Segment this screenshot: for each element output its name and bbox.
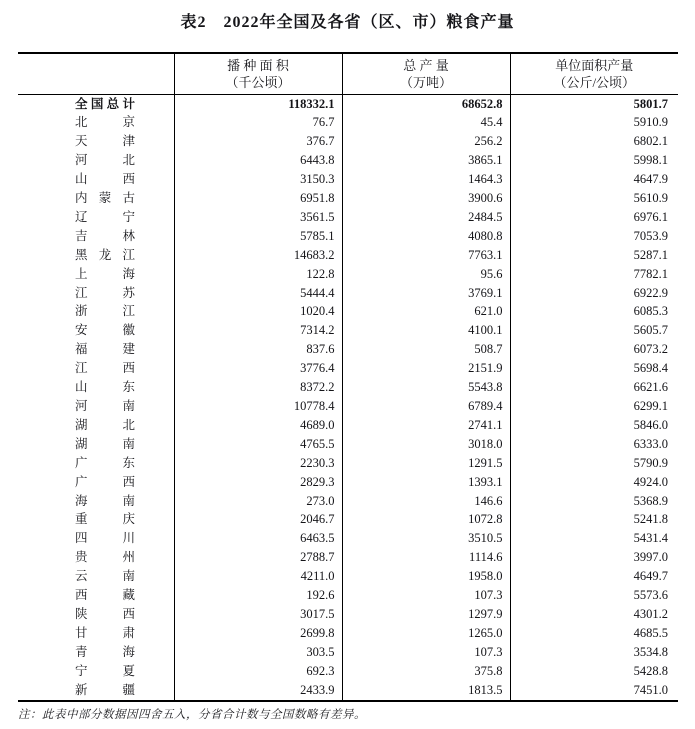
yield-value: 7782.1: [510, 265, 678, 284]
table-row: [18, 624, 678, 643]
total-output-value: 146.6: [342, 492, 510, 511]
region-name: 江西: [75, 361, 135, 376]
yield-value: 5573.6: [510, 586, 678, 605]
header-sown-area-label: 播 种 面 积: [227, 57, 289, 73]
region-cell: [18, 321, 174, 340]
table-row: [18, 227, 678, 246]
region-cell: [18, 378, 174, 397]
table-row: [18, 605, 678, 624]
total-output-value: 107.3: [342, 586, 510, 605]
table-row: [18, 246, 678, 265]
total-output-value: 256.2: [342, 132, 510, 151]
sown-area-value: 2829.3: [174, 473, 342, 492]
sown-area-value: 8372.2: [174, 378, 342, 397]
region-name: 山西: [75, 172, 135, 187]
sown-area-value: 3561.5: [174, 208, 342, 227]
region-name: 全国总计: [75, 96, 135, 111]
sown-area-value: 303.5: [174, 643, 342, 662]
sown-area-value: 122.8: [174, 265, 342, 284]
total-output-value: 1813.5: [342, 681, 510, 701]
sown-area-value: 3017.5: [174, 605, 342, 624]
sown-area-value: 4689.0: [174, 416, 342, 435]
sown-area-value: 2699.8: [174, 624, 342, 643]
table-body: [18, 94, 678, 701]
sown-area-value: 837.6: [174, 340, 342, 359]
region-name: 安徽: [75, 323, 135, 338]
table-row: [18, 94, 678, 113]
table-row: [18, 265, 678, 284]
total-output-value: 7763.1: [342, 246, 510, 265]
yield-value: 3997.0: [510, 548, 678, 567]
sown-area-value: 3150.3: [174, 170, 342, 189]
sown-area-value: 6951.8: [174, 189, 342, 208]
total-output-value: 1464.3: [342, 170, 510, 189]
region-cell: [18, 492, 174, 511]
total-output-value: 4100.1: [342, 321, 510, 340]
region-name: 上海: [75, 266, 135, 281]
region-cell: [18, 529, 174, 548]
header-total-output: [342, 53, 510, 94]
region-name: 浙江: [75, 304, 135, 319]
yield-value: 5698.4: [510, 359, 678, 378]
total-output-value: 1393.1: [342, 473, 510, 492]
region-name: 广东: [75, 455, 135, 470]
region-name: 内蒙古: [75, 191, 135, 206]
table-row: [18, 416, 678, 435]
total-output-value: 1072.8: [342, 510, 510, 529]
yield-value: 4924.0: [510, 473, 678, 492]
table-row: [18, 548, 678, 567]
region-cell: [18, 151, 174, 170]
header-total-output-unit: （万吨）: [399, 74, 452, 90]
total-output-value: 3769.1: [342, 284, 510, 303]
sown-area-value: 3776.4: [174, 359, 342, 378]
region-cell: [18, 265, 174, 284]
yield-value: 4301.2: [510, 605, 678, 624]
region-name: 黑龙江: [75, 247, 135, 262]
total-output-value: 5543.8: [342, 378, 510, 397]
total-output-value: 45.4: [342, 113, 510, 132]
region-cell: [18, 586, 174, 605]
sown-area-value: 5785.1: [174, 227, 342, 246]
sown-area-value: 118332.1: [174, 94, 342, 113]
region-cell: [18, 605, 174, 624]
yield-value: 6299.1: [510, 397, 678, 416]
region-cell: [18, 624, 174, 643]
sown-area-value: 6463.5: [174, 529, 342, 548]
header-yield-unit: （公斤/公顷）: [553, 74, 636, 90]
page-title: 表2 2022年全国及各省（区、市）粮食产量: [180, 14, 515, 31]
header-row: [18, 53, 678, 94]
region-cell: [18, 340, 174, 359]
region-cell: [18, 132, 174, 151]
region-name: 青海: [75, 644, 135, 659]
header-region: [18, 53, 174, 94]
table-row: [18, 492, 678, 511]
yield-value: 5287.1: [510, 246, 678, 265]
yield-value: 5610.9: [510, 189, 678, 208]
total-output-value: 1297.9: [342, 605, 510, 624]
header-yield: [510, 53, 678, 94]
table-row: [18, 113, 678, 132]
sown-area-value: 2788.7: [174, 548, 342, 567]
region-name: 北京: [75, 115, 135, 130]
region-name: 江苏: [75, 285, 135, 300]
yield-value: 6621.6: [510, 378, 678, 397]
yield-value: 5790.9: [510, 454, 678, 473]
sown-area-value: 273.0: [174, 492, 342, 511]
region-cell: [18, 170, 174, 189]
table-row: [18, 378, 678, 397]
total-output-value: 3018.0: [342, 435, 510, 454]
region-name: 福建: [75, 342, 135, 357]
table-row: [18, 132, 678, 151]
table-row: [18, 321, 678, 340]
yield-value: 4649.7: [510, 567, 678, 586]
table-row: [18, 510, 678, 529]
total-output-value: 2151.9: [342, 359, 510, 378]
total-output-value: 4080.8: [342, 227, 510, 246]
region-cell: [18, 567, 174, 586]
header-total-output-label: 总 产 量: [403, 57, 449, 73]
yield-value: 7053.9: [510, 227, 678, 246]
region-cell: [18, 113, 174, 132]
table-row: [18, 397, 678, 416]
yield-value: 3534.8: [510, 643, 678, 662]
yield-value: 6922.9: [510, 284, 678, 303]
table-row: [18, 643, 678, 662]
region-name: 天津: [75, 134, 135, 149]
yield-value: 5846.0: [510, 416, 678, 435]
yield-value: 5368.9: [510, 492, 678, 511]
table-row: [18, 681, 678, 701]
grain-output-table: [18, 52, 678, 702]
region-name: 河北: [75, 153, 135, 168]
table-row: [18, 284, 678, 303]
table-row: [18, 359, 678, 378]
region-cell: [18, 208, 174, 227]
region-cell: [18, 473, 174, 492]
region-name: 四川: [75, 531, 135, 546]
total-output-value: 3865.1: [342, 151, 510, 170]
yield-value: 6976.1: [510, 208, 678, 227]
region-cell: [18, 359, 174, 378]
region-name: 云南: [75, 569, 135, 584]
sown-area-value: 5444.4: [174, 284, 342, 303]
header-sown-area-unit: （千公顷）: [225, 74, 291, 90]
yield-value: 5605.7: [510, 321, 678, 340]
total-output-value: 1291.5: [342, 454, 510, 473]
total-output-value: 68652.8: [342, 94, 510, 113]
header-yield-label: 单位面积产量: [555, 57, 634, 73]
sown-area-value: 7314.2: [174, 321, 342, 340]
region-name: 吉林: [75, 228, 135, 243]
yield-value: 4647.9: [510, 170, 678, 189]
region-cell: [18, 284, 174, 303]
total-output-value: 375.8: [342, 662, 510, 681]
region-name: 甘肃: [75, 625, 135, 640]
table-row: [18, 586, 678, 605]
total-output-value: 621.0: [342, 302, 510, 321]
total-output-value: 107.3: [342, 643, 510, 662]
region-name: 重庆: [75, 512, 135, 527]
total-output-value: 2484.5: [342, 208, 510, 227]
region-name: 海南: [75, 493, 135, 508]
table-row: [18, 302, 678, 321]
table-row: [18, 567, 678, 586]
sown-area-value: 1020.4: [174, 302, 342, 321]
region-cell: [18, 246, 174, 265]
yield-value: 7451.0: [510, 681, 678, 701]
yield-value: 6333.0: [510, 435, 678, 454]
region-name: 贵州: [75, 550, 135, 565]
table-row: [18, 208, 678, 227]
region-name: 新疆: [75, 682, 135, 697]
sown-area-value: 14683.2: [174, 246, 342, 265]
region-name: 宁夏: [75, 663, 135, 678]
total-output-value: 1958.0: [342, 567, 510, 586]
sown-area-value: 2046.7: [174, 510, 342, 529]
region-name: 广西: [75, 474, 135, 489]
table-row: [18, 529, 678, 548]
sown-area-value: 2433.9: [174, 681, 342, 701]
sown-area-value: 6443.8: [174, 151, 342, 170]
table-row: [18, 340, 678, 359]
total-output-value: 1114.6: [342, 548, 510, 567]
region-name: 西藏: [75, 588, 135, 603]
region-cell: [18, 510, 174, 529]
region-cell: [18, 189, 174, 208]
region-cell: [18, 681, 174, 701]
region-cell: [18, 397, 174, 416]
yield-value: 6073.2: [510, 340, 678, 359]
sown-area-value: 692.3: [174, 662, 342, 681]
sown-area-value: 4765.5: [174, 435, 342, 454]
total-output-value: 1265.0: [342, 624, 510, 643]
footnote: 注：此表中部分数据因四舍五入，分省合计数与全国数略有差异。: [18, 709, 366, 721]
region-cell: [18, 302, 174, 321]
total-output-value: 95.6: [342, 265, 510, 284]
region-name: 湖南: [75, 436, 135, 451]
yield-value: 5910.9: [510, 113, 678, 132]
sown-area-value: 192.6: [174, 586, 342, 605]
region-cell: [18, 416, 174, 435]
region-name: 陕西: [75, 606, 135, 621]
sown-area-value: 376.7: [174, 132, 342, 151]
sown-area-value: 10778.4: [174, 397, 342, 416]
yield-value: 5431.4: [510, 529, 678, 548]
yield-value: 6802.1: [510, 132, 678, 151]
sown-area-value: 4211.0: [174, 567, 342, 586]
yield-value: 5428.8: [510, 662, 678, 681]
table-row: [18, 473, 678, 492]
table-row: [18, 662, 678, 681]
region-cell: [18, 662, 174, 681]
region-cell: [18, 94, 174, 113]
region-name: 河南: [75, 399, 135, 413]
table-row: [18, 170, 678, 189]
header-sown-area: [174, 53, 342, 94]
region-cell: [18, 643, 174, 662]
region-name: 湖北: [75, 417, 135, 432]
total-output-value: 3510.5: [342, 529, 510, 548]
yield-value: 5801.7: [510, 94, 678, 113]
table-header: [18, 53, 678, 94]
yield-value: 6085.3: [510, 302, 678, 321]
region-name: 辽宁: [75, 209, 135, 224]
table-row: [18, 435, 678, 454]
sown-area-value: 76.7: [174, 113, 342, 132]
total-output-value: 2741.1: [342, 416, 510, 435]
total-output-value: 6789.4: [342, 397, 510, 416]
table-row: [18, 189, 678, 208]
region-cell: [18, 548, 174, 567]
table-row: [18, 151, 678, 170]
table-row: [18, 454, 678, 473]
total-output-value: 3900.6: [342, 189, 510, 208]
yield-value: 5241.8: [510, 510, 678, 529]
yield-value: 5998.1: [510, 151, 678, 170]
sown-area-value: 2230.3: [174, 454, 342, 473]
yield-value: 4685.5: [510, 624, 678, 643]
region-cell: [18, 454, 174, 473]
region-cell: [18, 227, 174, 246]
region-cell: [18, 435, 174, 454]
total-output-value: 508.7: [342, 340, 510, 359]
region-name: 山东: [75, 380, 135, 395]
